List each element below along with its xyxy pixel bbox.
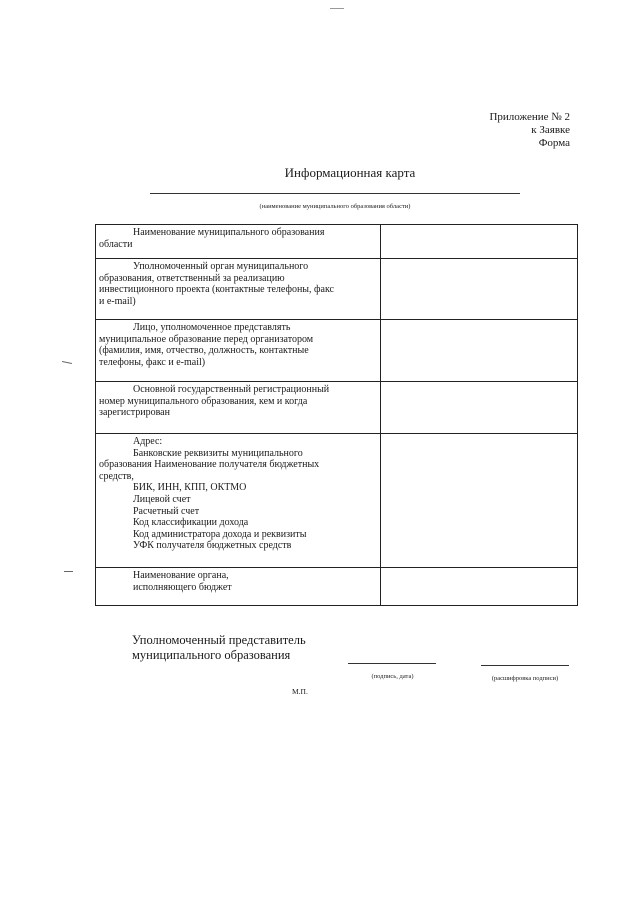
row-text: Наименование органа, [133, 570, 229, 581]
row-text: и e-mail) [99, 295, 136, 307]
row-label [96, 259, 381, 320]
row-text: образования, ответственный за реализацию [99, 272, 285, 284]
row-text: исполняющего бюджет [133, 581, 232, 593]
row-text: телефоны, факс и e-mail) [99, 356, 206, 368]
table-row [96, 320, 578, 382]
signature-decode-caption: (расшифровка подписи) [491, 675, 559, 682]
row-text: номер муниципального образования, кем и когда [99, 395, 308, 407]
row-label [96, 382, 381, 434]
info-card-table [95, 224, 578, 606]
signature-title-line2: муниципального образования [132, 648, 291, 662]
stamp-place: М.П. [292, 687, 308, 696]
row-text: Лицевой счет [133, 493, 191, 505]
table-row [96, 568, 578, 606]
row-text: образования Наименование получателя бюджетных [99, 459, 320, 471]
signature-caption: (подпись, дата) [371, 673, 414, 680]
row-value-cell [381, 259, 578, 320]
scan-mark [64, 571, 73, 572]
signature-line [348, 663, 436, 664]
row-label [96, 320, 381, 382]
row-text: Наименование муниципального образования [133, 227, 325, 238]
signature-block [132, 633, 306, 663]
appendix-reference: к Заявке [531, 124, 570, 136]
row-text: средств, [99, 470, 134, 482]
row-text: зарегистрирован [99, 407, 170, 419]
row-text: муниципальное образование перед организатором [99, 333, 314, 345]
row-text: области [99, 238, 133, 250]
row-label [96, 568, 381, 606]
row-text: инвестиционного проекта (контактные телефоны, факс [99, 284, 334, 296]
row-text: Лицо, уполномоченное представлять [133, 322, 291, 333]
municipality-name-caption: (наименование муниципального образования области) [259, 203, 411, 210]
document-title: Информационная карта [284, 165, 416, 180]
table-row [96, 225, 578, 259]
row-text: Расчетный счет [133, 505, 200, 517]
municipality-name-line [150, 193, 520, 194]
row-text: Банковские реквизиты муниципального [133, 447, 303, 459]
row-label [96, 434, 381, 568]
row-value-cell [381, 320, 578, 382]
appendix-header [489, 111, 570, 150]
row-text: УФК получателя бюджетных средств [133, 540, 292, 552]
row-text: (фамилия, имя, отчество, должность, контактные [99, 345, 309, 357]
document-title-wrap [0, 165, 640, 181]
appendix-form: Форма [538, 137, 570, 149]
signature-decode-line [481, 665, 569, 666]
row-text: БИК, ИНН, КПП, ОКТМО [133, 482, 247, 494]
row-text: Адрес: [133, 436, 163, 447]
table-row [96, 382, 578, 434]
row-value-cell [381, 225, 578, 259]
row-text: Основной государственный регистрационный [133, 384, 330, 395]
row-value-cell [381, 382, 578, 434]
scan-mark [62, 361, 72, 364]
row-text: Код администратора дохода и реквизиты [133, 528, 307, 540]
row-value-cell [381, 434, 578, 568]
table-row [96, 434, 578, 568]
table-row [96, 259, 578, 320]
row-label [96, 225, 381, 259]
row-value-cell [381, 568, 578, 606]
scan-mark [330, 8, 344, 9]
appendix-number: Приложение № 2 [489, 111, 570, 123]
signature-title-line1: Уполномоченный представитель [132, 633, 306, 647]
row-text: Уполномоченный орган муниципального [133, 261, 309, 272]
row-text: Код классификации дохода [133, 517, 249, 529]
